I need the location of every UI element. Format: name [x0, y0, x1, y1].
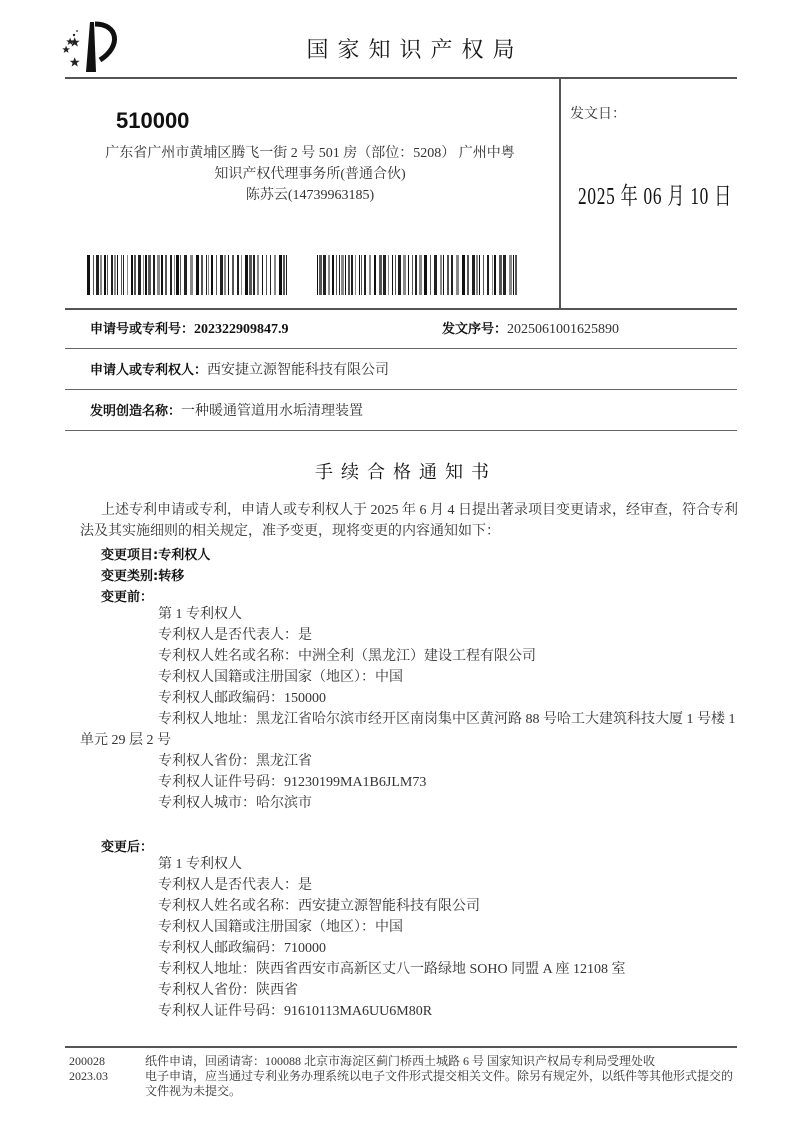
invention-label: 发明创造名称：: [90, 404, 182, 419]
before-item: 专利权人是否代表人：是: [158, 628, 312, 643]
before-change-label: 变更前：: [101, 590, 154, 605]
after-item: 专利权人邮政编码：710000: [158, 941, 326, 956]
applicant-value: 西安捷立源智能科技有限公司: [207, 363, 390, 378]
row-divider: [65, 308, 737, 310]
after-item: 专利权人姓名或名称：西安捷立源智能科技有限公司: [158, 899, 480, 914]
footer-divider: [65, 1046, 737, 1048]
applicant-field: [90, 359, 389, 379]
applicant-label: 申请人或专利权人：: [90, 363, 208, 378]
barcode-left: [87, 255, 290, 295]
before-item: 专利权人地址：黑龙江省哈尔滨市经开区南岗集中区黄河路 88 号哈工大建筑科技大厦 1 号楼 1: [158, 712, 736, 727]
before-item: 专利权人邮政编码：150000: [158, 691, 326, 706]
change-type: 变更类别:转移: [101, 569, 185, 584]
after-item: 专利权人省份：陕西省: [158, 983, 298, 998]
recipient-contact: 陈苏云(14739963185): [245, 188, 375, 203]
before-item: 专利权人证件号码：91230199MA1B6JLM73: [158, 775, 427, 790]
after-item: 专利权人是否代表人：是: [158, 878, 312, 893]
recipient-postcode: 510000: [116, 108, 190, 133]
change-item: 变更项目:专利权人: [101, 548, 211, 563]
header-divider: [65, 77, 737, 79]
office-name: 国家知识产权局: [306, 38, 524, 63]
before-item: 专利权人国籍或注册国家（地区）：中国: [158, 670, 403, 685]
after-change-label: 变更后：: [101, 840, 154, 855]
before-address-wrap: 单元 29 层 2 号: [80, 733, 171, 748]
serial-number-field: [442, 318, 619, 338]
after-item: 第 1 专利权人: [158, 857, 242, 872]
after-item: 专利权人地址：陕西省西安市高新区丈八一路绿地 SOHO 同盟 A 座 12108 室: [158, 962, 626, 977]
application-number-value: 202322909847.9: [194, 322, 289, 337]
recipient-address-line1: 广东省广州市黄埔区腾飞一街 2 号 501 房（部位：5208） 广州中粤: [105, 146, 515, 161]
application-number-label: 申请号或专利号：: [90, 322, 195, 337]
application-number-field: [90, 318, 289, 338]
serial-number-value: 2025061001625890: [507, 322, 620, 337]
before-item: 专利权人城市：哈尔滨市: [158, 796, 312, 811]
after-item: 专利权人证件号码：91610113MA6UU6M80R: [158, 1004, 433, 1019]
issue-date-label: 发文日：: [570, 107, 626, 122]
before-item: 第 1 专利权人: [158, 607, 242, 622]
barcode-right: [317, 255, 520, 295]
vertical-divider: [559, 78, 561, 308]
notice-title: 手续合格通知书: [315, 462, 497, 483]
before-item: 专利权人姓名或名称：中洲全利（黑龙江）建设工程有限公司: [158, 649, 536, 664]
footer-line1: 纸件申请，回函请寄：100088 北京市海淀区蓟门桥西土城路 6 号 国家知识产权局专利局受理处收: [145, 1054, 656, 1068]
footer-line2: 电子申请，应当通过专利业务办理系统以电子文件形式提交相关文件。除另有规定外，以纸件等其他形式提交的: [145, 1069, 734, 1083]
after-item: 专利权人国籍或注册国家（地区）：中国: [158, 920, 403, 935]
invention-field: [90, 400, 363, 420]
row-divider: [65, 348, 737, 349]
notice-paragraph-line1: 上述专利申请或专利，申请人或专利权人于 2025 年 6 月 4 日提出著录项目变更请求，经审查，符合专利: [101, 503, 738, 518]
form-version: 2023.03: [69, 1069, 108, 1083]
issue-date-value: 2025 年 06 月 10 日: [578, 184, 733, 210]
before-item: 专利权人省份：黑龙江省: [158, 754, 312, 769]
footer-line3: 文件视为未提交。: [145, 1084, 242, 1098]
row-divider: [65, 389, 737, 390]
row-divider: [65, 430, 737, 431]
notice-paragraph-line2: 法及其实施细则的相关规定，准予变更，现将变更的内容通知如下：: [80, 524, 500, 539]
invention-value: 一种暖通管道用水垢清理装置: [181, 404, 364, 419]
recipient-address-line2: 知识产权代理事务所(普通合伙): [214, 167, 406, 182]
form-code: 200028: [69, 1054, 105, 1068]
serial-number-label: 发文序号：: [442, 322, 508, 337]
